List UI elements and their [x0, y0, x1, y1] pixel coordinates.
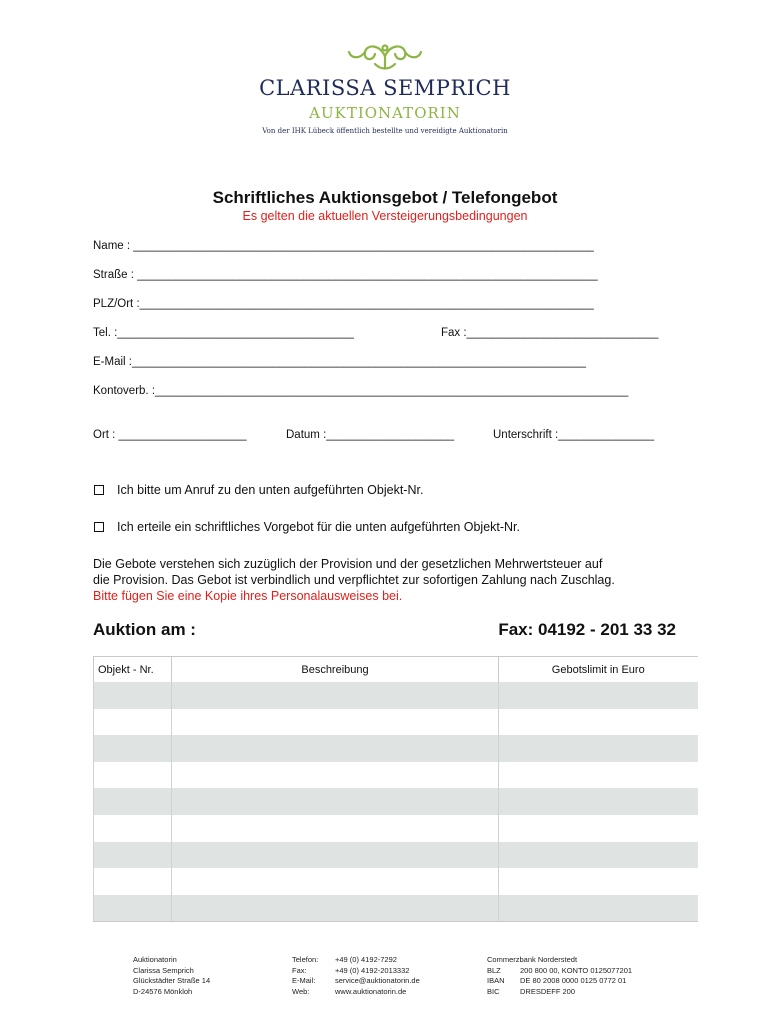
footer-contact-labels [292, 955, 318, 997]
written-bid-checkbox[interactable] [94, 522, 104, 532]
iban-label: IBAN [487, 976, 505, 985]
email-label: E-Mail: [292, 976, 316, 985]
datum-field[interactable]: Datum :____________________ [286, 429, 455, 441]
description-cell[interactable] [172, 735, 499, 762]
table-row [94, 735, 698, 762]
written-bid-option[interactable] [94, 520, 520, 534]
table-row [94, 815, 698, 842]
description-cell[interactable] [172, 815, 499, 842]
fax-number-label: Fax: 04192 - 201 33 32 [498, 620, 676, 639]
form-subtitle: Es gelten die aktuellen Versteigerungsbedingungen [242, 209, 528, 223]
account-field[interactable]: Kontoverb. :__________________________________________________________________________ [93, 385, 629, 397]
table-row [94, 709, 698, 736]
bid-limit-cell[interactable] [499, 842, 698, 869]
footer-address-line: Clarissa Semprich [133, 965, 194, 975]
description-cell[interactable] [172, 895, 499, 922]
bid-limit-cell[interactable] [499, 788, 698, 815]
description-cell[interactable] [172, 868, 499, 895]
footer-address-line: D-24576 Mönkloh [133, 986, 193, 996]
bid-limit-cell[interactable] [499, 868, 698, 895]
bid-limit-cell[interactable] [499, 895, 698, 922]
ort-field[interactable]: Ort : ____________________ [93, 429, 247, 441]
logo-ornament-icon [345, 38, 425, 74]
fax-value: +49 (0) 4192-2013332 [335, 965, 410, 975]
web-label: Web: [292, 986, 310, 996]
footer-address [133, 955, 210, 997]
bid-limit-cell[interactable] [499, 815, 698, 842]
table-row [94, 682, 698, 709]
column-header-description: Beschreibung [172, 657, 499, 683]
table-row [94, 868, 698, 895]
brand-name: CLARISSA SEMPRICH [259, 76, 511, 100]
description-cell[interactable] [172, 709, 499, 736]
footer-address-line: Auktionatorin [133, 955, 177, 964]
description-cell[interactable] [172, 842, 499, 869]
table-header-row [94, 657, 698, 683]
object-nr-cell[interactable] [94, 709, 172, 736]
bid-limit-cell[interactable] [499, 762, 698, 789]
table-row [94, 788, 698, 815]
object-nr-cell[interactable] [94, 735, 172, 762]
object-nr-cell[interactable] [94, 895, 172, 922]
email-field[interactable]: E-Mail :_______________________________________________________________________ [93, 356, 587, 368]
table-row [94, 895, 698, 922]
call-request-label: Ich bitte um Anruf zu den unten aufgeführten Objekt-Nr. [117, 483, 424, 497]
iban-value: DE 80 2008 0000 0125 0772 01 [520, 976, 627, 985]
email-link[interactable]: service@auktionatorin.de [335, 976, 420, 985]
object-nr-cell[interactable] [94, 682, 172, 709]
object-nr-cell[interactable] [94, 842, 172, 869]
table-row [94, 762, 698, 789]
bid-limit-cell[interactable] [499, 709, 698, 736]
auction-date-label: Auktion am : [93, 620, 196, 639]
id-copy-note: Bitte fügen Sie eine Kopie ihres Personalausweises bei. [93, 589, 403, 603]
fax-label: Fax: [292, 965, 307, 975]
form-title: Schriftliches Auktionsgebot / Telefongebot [212, 188, 558, 207]
table-row [94, 842, 698, 869]
object-nr-cell[interactable] [94, 788, 172, 815]
phone-value: +49 (0) 4192-7292 [335, 955, 397, 964]
object-nr-cell[interactable] [94, 815, 172, 842]
object-nr-cell[interactable] [94, 762, 172, 789]
column-header-object-nr: Objekt - Nr. [94, 657, 172, 683]
call-request-checkbox[interactable] [94, 485, 104, 495]
fax-field[interactable]: Fax :______________________________ [441, 327, 659, 339]
bic-label: BIC [487, 986, 500, 996]
written-bid-label: Ich erteile ein schriftliches Vorgebot für die unten aufgeführten Objekt-Nr. [117, 520, 521, 534]
name-field[interactable]: Name : ________________________________________________________________________ [93, 240, 594, 252]
brand-subtitle: AUKTIONATORIN [309, 104, 461, 122]
terms-note-line1: Die Gebote verstehen sich zuzüglich der Provision und der gesetzlichen Mehrwertsteuer auf [93, 557, 603, 571]
call-request-option[interactable] [94, 483, 423, 497]
signature-field[interactable]: Unterschrift :_______________ [493, 429, 655, 441]
blz-label: BLZ [487, 965, 501, 975]
blz-value: 200 800 00, KONTO 0125077201 [520, 965, 633, 975]
tel-field[interactable]: Tel. :_____________________________________ [93, 327, 354, 339]
terms-note [93, 556, 713, 604]
description-cell[interactable] [172, 788, 499, 815]
footer-contact-values [335, 955, 420, 997]
terms-note-line2: die Provision. Das Gebot ist verbindlich und verpflichtet zur sofortigen Zahlung nach Zuschlag. [93, 573, 615, 587]
footer-address-line: Glückstädter Straße 14 [133, 976, 211, 985]
bic-value: DRESDEFF 200 [520, 986, 576, 996]
description-cell[interactable] [172, 682, 499, 709]
web-link[interactable]: www.auktionatorin.de [335, 986, 407, 996]
phone-label: Telefon: [292, 955, 319, 964]
object-nr-cell[interactable] [94, 868, 172, 895]
bid-limit-cell[interactable] [499, 735, 698, 762]
bid-limit-cell[interactable] [499, 682, 698, 709]
street-field[interactable]: Straße : ________________________________________________________________________ [93, 269, 598, 281]
plz-ort-field[interactable]: PLZ/Ort :_______________________________________________________________________ [93, 298, 594, 310]
column-header-bid-limit: Gebotslimit in Euro [499, 657, 698, 683]
bid-table [93, 656, 698, 922]
brand-tagline: Von der IHK Lübeck öffentlich bestellte und vereidigte Auktionatorin [262, 127, 508, 135]
bank-name: Commerzbank Norderstedt [487, 955, 578, 964]
footer-bank-values [520, 966, 632, 998]
description-cell[interactable] [172, 762, 499, 789]
